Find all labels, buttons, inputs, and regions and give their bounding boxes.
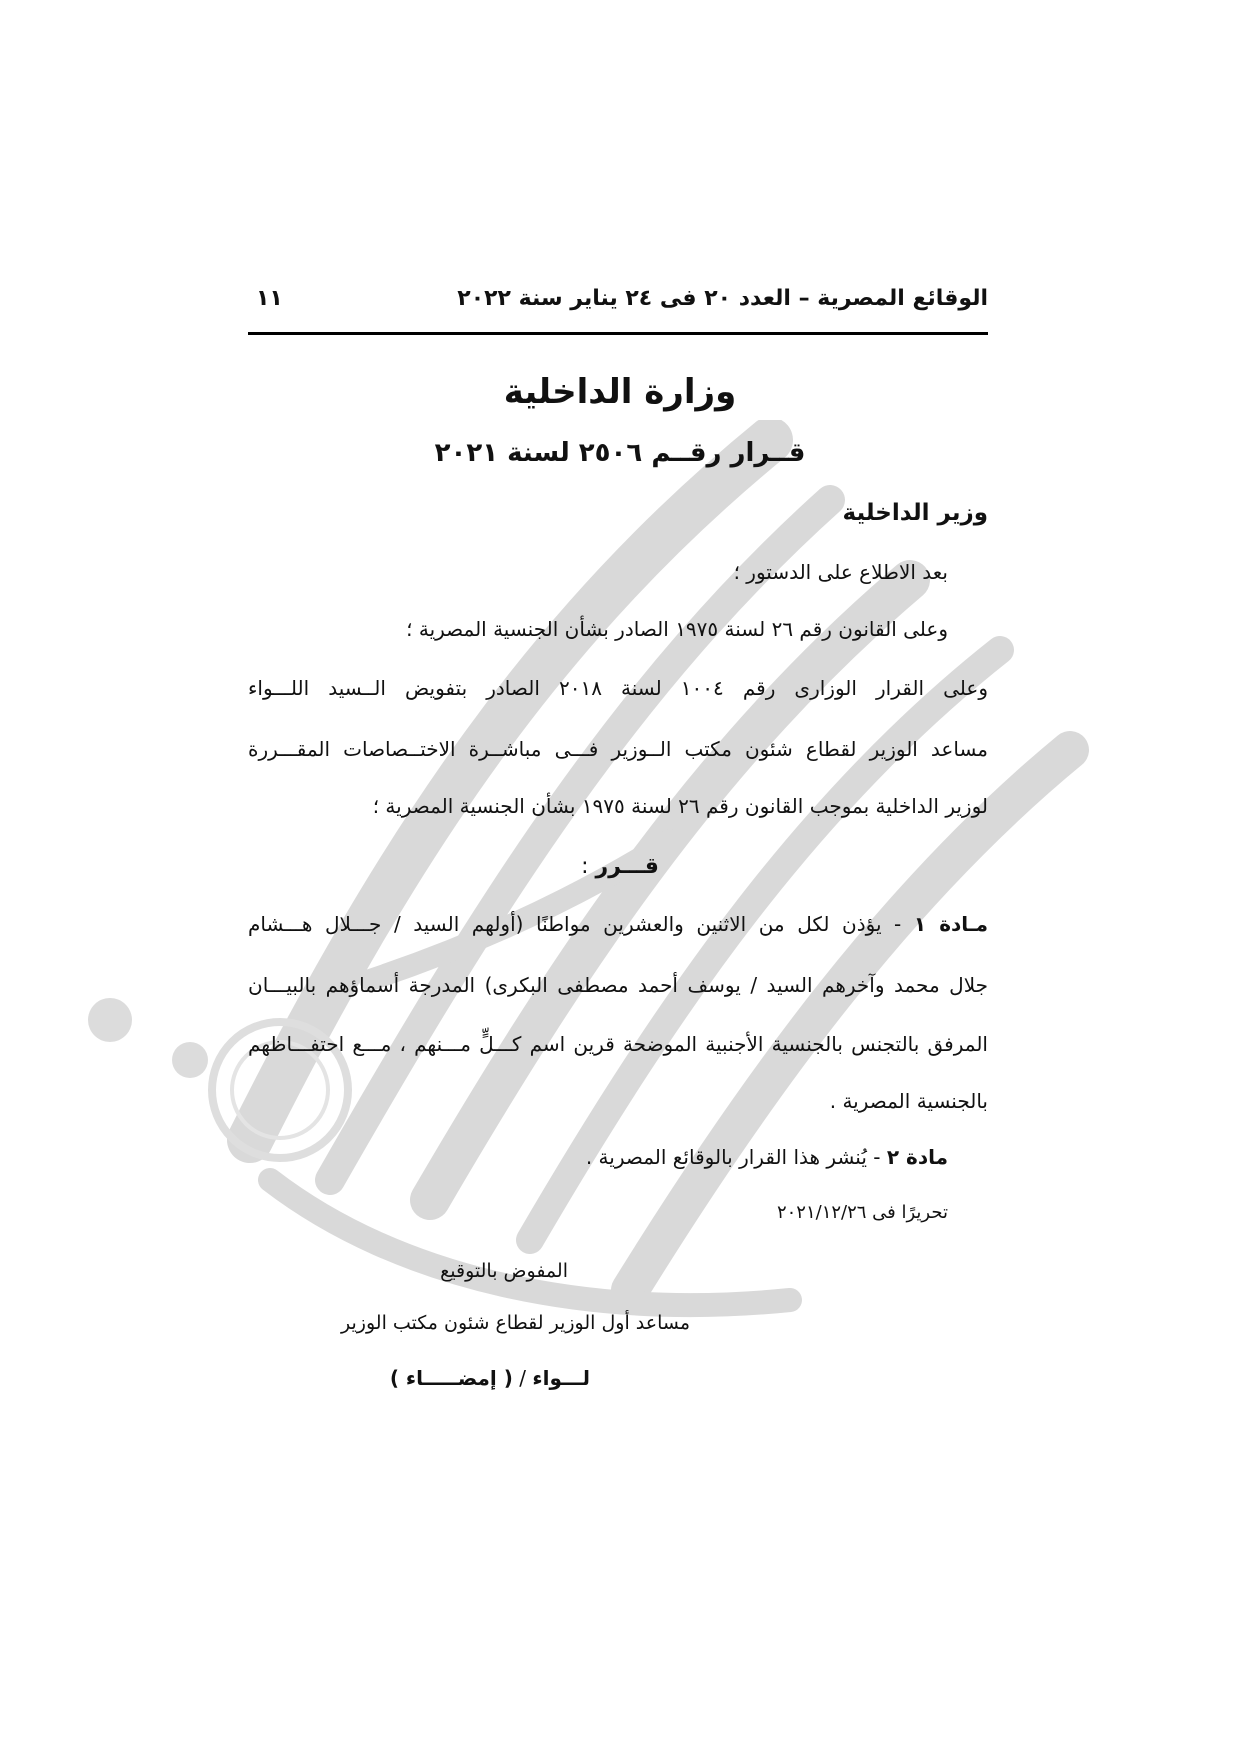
- article-1-line-2: جلال محمد وآخرهم السيد / يوسف أحمد مصطفى البكرى) المدرجة أسماؤهم بالبيـــان: [248, 973, 988, 997]
- article-2-label: مادة ٢: [886, 1145, 948, 1169]
- article-1-text-1: - يؤذن لكل من الاثنين والعشرين مواطنًا (أولهم السيد / جـــلال هـــشام: [248, 912, 914, 936]
- signature-delegated: المفوض بالتوقيع: [440, 1260, 568, 1282]
- issuer-heading: وزير الداخلية: [842, 500, 988, 526]
- preamble-line-3: وعلى القرار الوزارى رقم ١٠٠٤ لسنة ٢٠١٨ الصادر بتفويض الــسيد اللـــواء: [248, 676, 988, 700]
- signature-line: [390, 1366, 590, 1390]
- article-2: [586, 1145, 948, 1169]
- article-1-line-4: بالجنسية المصرية .: [829, 1089, 988, 1113]
- signature-position: مساعد أول الوزير لقطاع شئون مكتب الوزير: [341, 1312, 690, 1334]
- article-1-line-1: [248, 912, 988, 936]
- article-1-line-3: المرفق بالتجنس بالجنسية الأجنبية الموضحة قرين اسم كـــلٍّ مـــنهم ، مـــع احتفـــاظهم: [248, 1032, 988, 1056]
- decree-title: قــرار رقــم ٢٥٠٦ لسنة ٢٠٢١: [434, 438, 806, 468]
- signature-rank: لـــواء: [532, 1366, 590, 1390]
- article-2-text: - يُنشر هذا القرار بالوقائع المصرية .: [585, 1145, 887, 1169]
- decided-colon: :: [581, 854, 596, 879]
- preamble-line-4: مساعد الوزير لقطاع شئون مكتب الــوزير فـــى مباشــرة الاختــصاصات المقـــررة: [248, 737, 988, 761]
- page-header: [248, 280, 988, 335]
- page-number: ١١: [256, 286, 283, 311]
- signature-separator: /: [512, 1366, 533, 1390]
- decided-heading: [0, 854, 1240, 879]
- article-1-label: مـادة ١: [913, 912, 988, 936]
- ministry-heading: وزارة الداخلية: [503, 372, 737, 412]
- signature-signed: ( إمضـــــاء ): [389, 1366, 513, 1390]
- date-line: تحريرًا فى ٢٠٢١/١٢/٢٦: [776, 1202, 948, 1223]
- preamble-line-2: وعلى القانون رقم ٢٦ لسنة ١٩٧٥ الصادر بشأن الجنسية المصرية ؛: [406, 617, 948, 641]
- preamble-line-5: لوزير الداخلية بموجب القانون رقم ٢٦ لسنة ١٩٧٥ بشأن الجنسية المصرية ؛: [372, 794, 988, 818]
- preamble-line-1: بعد الاطلاع على الدستور ؛: [733, 560, 948, 584]
- gazette-title: الوقائع المصرية – العدد ٢٠ فى ٢٤ يناير سنة ٢٠٢٢: [457, 286, 988, 311]
- decided-label: قـــرر: [595, 854, 659, 879]
